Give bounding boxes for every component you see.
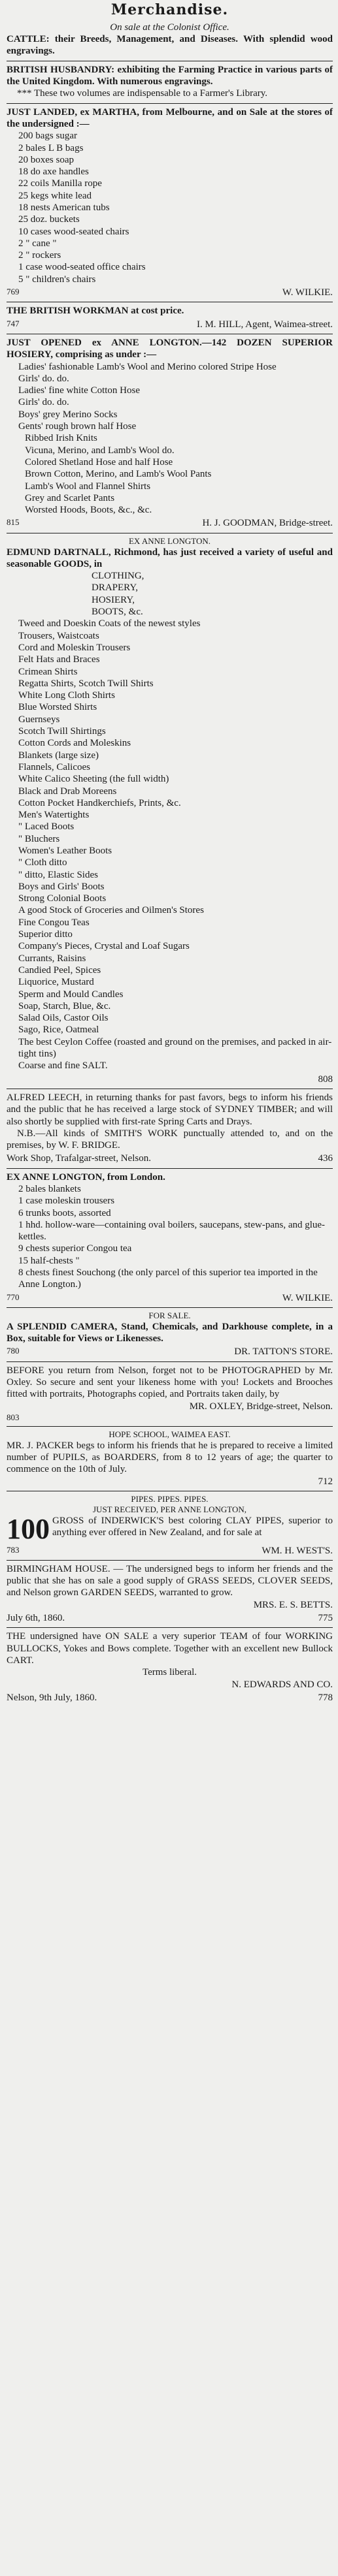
ad-subkicker: JUST RECEIVED, PER ANNE LONGTON,	[93, 1504, 246, 1514]
ad-body: A SPLENDID CAMERA, Stand, Chemicals, and Darkhouse complete, in a Box, suitable for Views or Likenesses.	[7, 1321, 333, 1344]
ad-signature: W. WILKIE.	[282, 287, 333, 298]
ad-number: 775	[318, 1613, 333, 1624]
ad-number: 803	[7, 1412, 20, 1422]
list-item: Boys and Girls' Boots	[18, 881, 105, 892]
list-item: Ribbed Irish Knits	[25, 433, 97, 444]
list-item: Fine Congou Teas	[18, 917, 90, 928]
list-item: Soap, Starch, Blue, &c.	[18, 1000, 111, 1011]
list-item: 2 bales blankets	[18, 1184, 81, 1194]
list-item: Brown Cotton, Merino, and Lamb's Wool Pants	[25, 469, 212, 480]
list-item: Coarse and fine SALT.	[18, 1060, 108, 1072]
list-item: 1 case wood-seated office chairs	[18, 262, 146, 273]
ad-signature: W. WILKIE.	[282, 1292, 333, 1303]
ad-body: THE BRITISH WORKMAN at cost price.	[7, 306, 184, 317]
ad-body: CATTLE: their Breeds, Management, and Diseases. With splendid wood engravings.	[7, 34, 333, 57]
ad-footer	[7, 1545, 333, 1557]
list-item: Felt Hats and Braces	[18, 654, 100, 665]
ad-martha	[7, 103, 333, 302]
list-item: Men's Watertights	[18, 810, 90, 821]
list-item: 8 chests finest Souchong (the only parcel of this superior tea imported in the Anne Longton.)	[18, 1267, 318, 1290]
list-item: 15 half-chests "	[18, 1255, 80, 1266]
list-item: Cotton Cords and Moleskins	[18, 738, 131, 749]
list-item: Lamb's Wool and Flannel Shirts	[25, 481, 151, 492]
list-item: Black and Drab Moreens	[18, 786, 117, 797]
list-item: " Cloth ditto	[18, 857, 67, 868]
list-item: Candied Peel, Spices	[18, 964, 101, 976]
list-item: 10 cases wood-seated chairs	[18, 226, 129, 237]
ad-footer	[7, 287, 333, 298]
list-item: Liquorice, Mustard	[18, 977, 94, 988]
ad-kicker: PIPES. PIPES. PIPES.	[131, 1493, 209, 1504]
ad-body: MR. J. PACKER begs to inform his friends that he is prepared to receive a limited number of PUPILS, as BOARDERS, from 8 to 12 years of age; the quarter to commence on the 10th of July.	[7, 1440, 333, 1475]
list-item: BOOTS, &c.	[92, 607, 143, 618]
ad-number: 815	[7, 517, 20, 528]
list-item: Flannels, Calicoes	[18, 761, 90, 772]
ad-pipes	[7, 1491, 333, 1560]
item-list	[7, 361, 333, 433]
list-item: Regatta Shirts, Scotch Twill Shirts	[18, 678, 154, 689]
ad-note: *** These two volumes are indispensable to a Farmer's Library.	[17, 88, 268, 99]
ad-anne-longton-london	[7, 1168, 333, 1307]
ad-british-workman	[7, 302, 333, 334]
ad-terms: Terms liberal.	[142, 1667, 197, 1678]
ad-kicker: On sale at the Colonist Office.	[110, 22, 229, 33]
item-list	[7, 618, 333, 1072]
list-item: " ditto, Elastic Sides	[18, 869, 98, 880]
list-item: Company's Pieces, Crystal and Loaf Sugars	[18, 941, 190, 952]
ad-number: 808	[318, 1073, 333, 1085]
ad-footer	[7, 319, 333, 330]
list-item: 22 coils Manilla rope	[18, 178, 102, 189]
ad-footer	[7, 1612, 333, 1624]
item-list	[7, 432, 333, 516]
list-item: HOSIERY,	[92, 594, 135, 605]
ad-kicker: FOR SALE.	[148, 1310, 191, 1320]
list-item: " Bluchers	[18, 833, 60, 844]
ad-kicker: HOPE SCHOOL, WAIMEA EAST.	[109, 1429, 231, 1439]
ad-leech	[7, 1089, 333, 1168]
ad-number: 769	[7, 287, 20, 297]
list-item: Boys' grey Merino Socks	[18, 409, 118, 420]
ad-footer	[7, 1292, 333, 1304]
ad-signature: DR. TATTON'S STORE.	[234, 1346, 333, 1358]
ad-oxley	[7, 1361, 333, 1426]
list-item: 2 " rockers	[18, 250, 61, 261]
list-item: Cord and Moleskin Trousers	[18, 642, 131, 653]
list-item: 25 doz. buckets	[18, 214, 80, 225]
ad-packer	[7, 1426, 333, 1491]
list-item: Blankets (large size)	[18, 750, 99, 761]
list-item: Currants, Raisins	[18, 953, 86, 964]
ad-body: BEFORE you return from Nelson, forget not to be PHOTOGRAPHED by Mr. Oxley. So secure and sent your likeness home with you! Lockets and Brooches fitted with portraits, Photographs copied, and Portraits taken daily, by	[7, 1365, 333, 1400]
ad-footer	[7, 517, 333, 529]
ad-british-husbandry	[7, 61, 333, 103]
list-item: Tweed and Doeskin Coats of the newest styles	[18, 618, 201, 629]
list-item: 9 chests superior Congou tea	[18, 1243, 132, 1254]
ad-note: N.B.—All kinds of SMITH'S WORK punctually attended to, and on the premises, by W. F. BRIDGE.	[7, 1128, 333, 1151]
list-item: Women's Leather Boots	[18, 845, 112, 856]
list-item: Gents' rough brown half Hose	[18, 421, 137, 432]
ad-address: Work Shop, Trafalgar-street, Nelson.	[7, 1153, 151, 1164]
list-item: Salad Oils, Castor Oils	[18, 1013, 109, 1024]
ad-footer	[7, 1346, 333, 1358]
ad-signature: MR. OXLEY, Bridge-street, Nelson.	[189, 1401, 333, 1412]
ad-number: 783	[7, 1544, 20, 1555]
list-item: 1 hhd. hollow-ware—containing oval boilers, saucepans, stew-pans, and glue-kettles.	[18, 1219, 326, 1243]
list-item: Colored Shetland Hose and half Hose	[25, 456, 173, 468]
list-item: 25 kegs white lead	[18, 190, 92, 201]
ad-date: Nelson, 9th July, 1860.	[7, 1692, 97, 1703]
list-item: 18 do axe handles	[18, 167, 89, 178]
ad-body: ALFRED LEECH, in returning thanks for past favors, begs to inform his friends and the public that he has received a large stock of SYDNEY TIMBER; and will also shortly be supplied with first-rate Spring Carts and Drays.	[7, 1092, 333, 1127]
list-item: 18 nests American tubs	[18, 202, 110, 213]
ad-footer	[7, 1153, 333, 1164]
list-item: Ladies' fine white Cotton Hose	[18, 385, 140, 396]
ad-signature: MRS. E. S. BETTS.	[253, 1599, 333, 1610]
list-item: Scotch Twill Shirtings	[18, 726, 106, 737]
ad-heading: EX ANNE LONGTON, from London.	[7, 1171, 165, 1183]
list-item: 20 boxes soap	[18, 154, 74, 165]
list-item: Strong Colonial Boots	[18, 893, 107, 904]
list-item: Ladies' fashionable Lamb's Wool and Merino colored Stripe Hose	[18, 361, 277, 372]
list-item: 200 bags sugar	[18, 131, 77, 142]
ad-heading: JUST OPENED ex ANNE LONGTON.—142 DOZEN SUPERIOR HOSIERY, comprising as under :—	[7, 337, 333, 360]
list-item: Trousers, Waistcoats	[18, 630, 99, 641]
list-item: 2 bales L B bags	[18, 142, 84, 153]
list-item: A good Stock of Groceries and Oilmen's Stores	[18, 905, 204, 916]
ad-signature: I. M. HILL, Agent, Waimea-street.	[196, 319, 333, 330]
ad-footer	[7, 1692, 333, 1704]
list-item: White Calico Sheeting (the full width)	[18, 774, 169, 785]
list-item: The best Ceylon Coffee (roasted and ground on the premises, and packed in air-tight tins)	[18, 1036, 332, 1060]
ad-signature: H. J. GOODMAN, Bridge-street.	[202, 518, 333, 529]
list-item: Cotton Pocket Handkerchiefs, Prints, &c.	[18, 797, 181, 808]
list-item: Sago, Rice, Oatmeal	[18, 1025, 99, 1036]
list-item: CLOTHING,	[92, 571, 144, 582]
brace-group	[92, 570, 333, 618]
list-item: Girls' do. do.	[18, 373, 69, 384]
ad-dartnall	[7, 533, 333, 1089]
list-item: Superior ditto	[18, 929, 73, 940]
ad-number: 747	[7, 318, 20, 328]
ad-signature: N. EDWARDS AND CO.	[231, 1679, 333, 1690]
ad-cattle	[7, 22, 333, 61]
ad-footer	[7, 1073, 333, 1085]
list-item: Vicuna, Merino, and Lamb's Wool do.	[25, 445, 175, 456]
ad-number: 770	[7, 1292, 20, 1302]
ad-signature: WM. H. WEST'S.	[262, 1545, 333, 1556]
ad-heading: JUST LANDED, ex MARTHA, from Melbourne, and on Sale at the stores of the undersigned :—	[7, 106, 333, 129]
ad-heading: EDMUND DARTNALL, Richmond, has just received a variety of useful and seasonable GOODS, in	[7, 547, 333, 569]
item-list	[7, 1183, 333, 1291]
list-item: 1 case moleskin trousers	[18, 1196, 115, 1207]
ad-body: GROSS of INDERWICK'S best coloring CLAY PIPES, superior to anything ever offered in New Zealand, and for sale at	[52, 1515, 333, 1538]
list-item: White Long Cloth Shirts	[18, 690, 115, 701]
ad-number: 436	[318, 1153, 333, 1164]
ad-date: July 6th, 1860.	[7, 1613, 65, 1624]
list-item: 5 " children's chairs	[18, 274, 96, 285]
list-item: 6 trunks boots, assorted	[18, 1207, 111, 1218]
ad-number: 712	[318, 1476, 333, 1487]
ad-body: BIRMINGHAM HOUSE. — The undersigned begs to inform her friends and the public that she has on sale a good supply of GRASS SEEDS, CLOVER SEEDS, and Nelson grown GARDEN SEEDS, warranted to grow.	[7, 1563, 333, 1598]
list-item: Sperm and Mould Candles	[18, 989, 124, 1000]
section-title: Merchandise.	[110, 1, 229, 18]
ad-number: 778	[318, 1692, 333, 1703]
item-list	[7, 130, 333, 285]
quantity-numeral: 100	[7, 1512, 50, 1545]
ad-hosiery	[7, 334, 333, 533]
list-item: 2 " cane "	[18, 238, 57, 249]
list-item: DRAPERY,	[92, 582, 139, 594]
ad-birmingham	[7, 1560, 333, 1627]
list-item: Girls' do. do.	[18, 397, 69, 408]
ad-body: BRITISH HUSBANDRY: exhibiting the Farming Practice in various parts of the United Kingdom. With numerous engravings.	[7, 64, 333, 87]
list-item: Grey and Scarlet Pants	[25, 492, 115, 503]
list-item: Blue Worsted Shirts	[18, 702, 97, 713]
ad-body: THE undersigned have ON SALE a very superior TEAM of four WORKING BULLOCKS, Yokes and Bows complete. Together with an excellent new Bullock CART.	[7, 1631, 333, 1666]
ad-bullocks	[7, 1627, 333, 1707]
ad-kicker: EX ANNE LONGTON.	[128, 535, 211, 546]
ad-number: 780	[7, 1346, 20, 1356]
list-item: Crimean Shirts	[18, 666, 78, 677]
list-item: Worsted Hoods, Boots, &c., &c.	[25, 505, 152, 516]
ad-camera	[7, 1307, 333, 1361]
list-item: " Laced Boots	[18, 821, 75, 833]
list-item: Guernseys	[18, 714, 60, 725]
